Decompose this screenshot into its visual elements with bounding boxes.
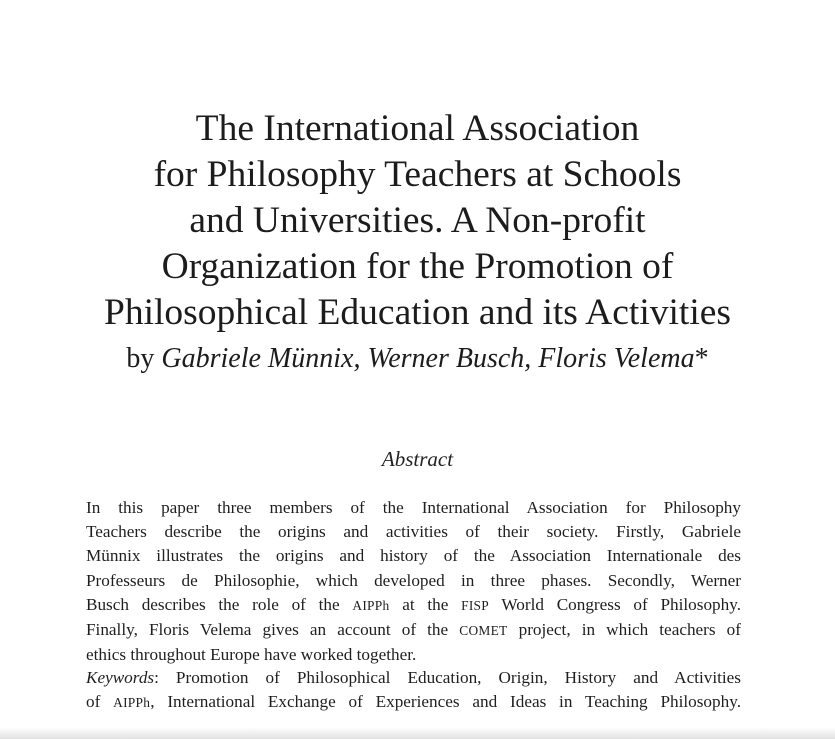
keywords-text-run: : Promotion of Philosophical Education, Origin, History and Activities [154, 668, 741, 687]
abstract-line: ethics throughout Europe have worked together. [86, 645, 417, 665]
title-line: The International Association [195, 108, 640, 149]
abstract-text-run: at the [389, 594, 462, 614]
byline-prefix: by [126, 343, 162, 374]
abstract-text-run: project, in which teachers of [507, 620, 741, 640]
title-line: Organization for the Promotion of [161, 246, 674, 287]
abstract-text-run: Busch describes the role of the [86, 594, 353, 614]
author-byline [40, 341, 795, 377]
title-line: for Philosophy Teachers at Schools [153, 154, 682, 195]
acronym-fisp: FISP [461, 597, 489, 613]
acronym-aipph: AIPPh [113, 695, 151, 711]
paper-title [40, 106, 795, 336]
keywords-text-run: of [86, 692, 114, 712]
abstract-line: Professeurs de Philosophie, which developed in three phases. Secondly, Werner [86, 570, 741, 590]
abstract-line: In this paper three members of the International Association for Philosophy [86, 498, 741, 517]
page-bottom-shadow [0, 727, 835, 739]
acronym-aipph: AIPPh [352, 597, 390, 613]
keywords [86, 666, 741, 715]
abstract-line [86, 593, 741, 618]
abstract-text [86, 496, 741, 667]
acronym-comet: COMET [459, 623, 508, 639]
keywords-line [86, 690, 741, 715]
abstract-heading: Abstract [381, 447, 454, 471]
author-names: Gabriele Münnix, Werner Busch, Floris Velema [161, 343, 695, 374]
abstract-text-run: World Congress of Philosophy. [489, 594, 741, 614]
title-line: Philosophical Education and its Activities [103, 292, 731, 333]
keywords-text-run: , International Exchange of Experiences and Ideas in Teaching Philosophy. [150, 692, 741, 712]
keywords-label: Keywords [86, 668, 155, 687]
abstract-line [86, 618, 741, 643]
abstract-text-run: Finally, Floris Velema gives an account of the [86, 620, 460, 640]
abstract-line: Teachers describe the origins and activities of their society. Firstly, Gabriele [86, 522, 741, 542]
keywords-line [86, 666, 741, 690]
author-footnote-mark: * [694, 343, 709, 374]
abstract-line: Münnix illustrates the origins and history of the Association Internationale des [86, 546, 741, 566]
title-line: and Universities. A Non-profit [189, 200, 646, 241]
